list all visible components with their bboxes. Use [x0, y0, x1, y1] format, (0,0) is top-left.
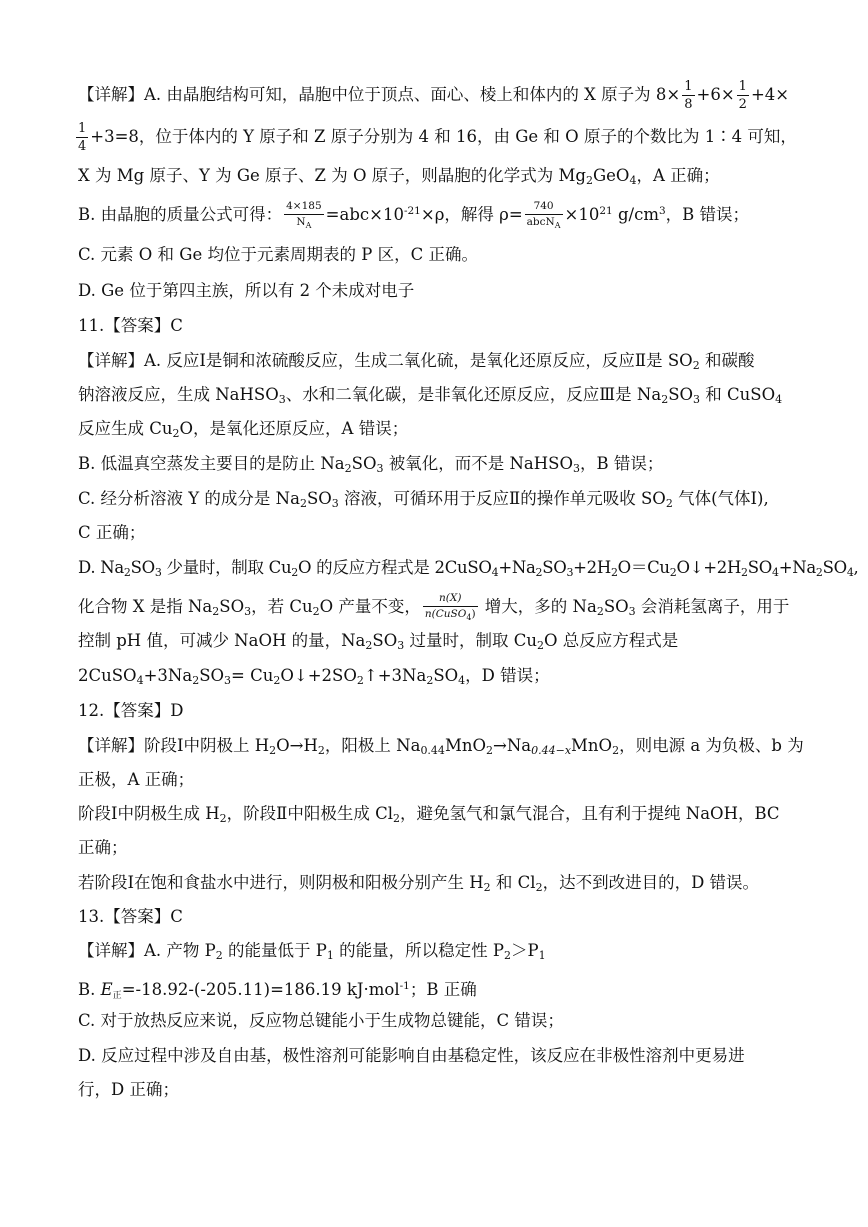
fraction-1-4: [76, 122, 88, 153]
subscript: 2: [483, 881, 491, 894]
text: =-18.92-(-205.11)=186.19 kJ·mol: [121, 980, 400, 999]
text: O 总反应方程式是: [544, 631, 679, 650]
text: O 产量不变，: [319, 596, 421, 616]
subscript: 2: [215, 949, 223, 962]
text: SO: [542, 558, 567, 577]
superscript: 21: [599, 205, 613, 217]
q11-line-4: [78, 453, 798, 480]
numerator: 740: [525, 201, 563, 215]
text: +Na: [498, 558, 536, 577]
text: ，B 错误；: [665, 205, 750, 224]
text: =abc×10: [325, 205, 404, 224]
q10-line-2: [78, 122, 798, 153]
text: +6×: [696, 85, 735, 104]
text: D. Na: [78, 558, 124, 577]
subscript: 3: [572, 462, 580, 475]
subscript: 3: [224, 674, 232, 687]
text: SO: [372, 631, 398, 650]
numerator: 1: [684, 79, 693, 94]
subscript: 2: [665, 497, 673, 510]
subscript: 2: [317, 744, 325, 757]
text: 的能量，所以稳定性 P: [333, 941, 504, 960]
text: 气体(气体Ⅰ),: [672, 489, 769, 508]
text: ↑+3Na: [363, 666, 427, 685]
numerator: 4×185: [284, 201, 324, 215]
text: SO: [306, 489, 332, 508]
subscript: 2: [365, 639, 373, 652]
subscript: 1: [326, 949, 334, 962]
text: abcN: [526, 215, 555, 228]
denominator: [423, 607, 478, 622]
text: O↓+2SO: [280, 666, 357, 685]
q11-line-3: [78, 418, 798, 445]
text: +4×: [750, 85, 790, 104]
text: ，B 错误；: [579, 454, 664, 473]
text: +2H: [573, 558, 611, 577]
subscript: 4: [458, 674, 466, 687]
q11-line-9: [78, 630, 798, 657]
text: X 为 Mg 原子、Y 为 Ge 原子、Z 为 O 原子，则晶胞的化学式为 Mg: [78, 166, 586, 185]
subscript: 2: [692, 359, 700, 372]
q11-line-6: C 正确；: [78, 523, 146, 542]
subscript: 4: [491, 566, 499, 579]
text: 和 Cl: [490, 873, 536, 892]
superscript: 3: [658, 205, 666, 217]
text: 阶段Ⅰ中阴极生成 H: [78, 804, 220, 823]
subscript: 2: [312, 604, 320, 618]
text: SO: [130, 558, 155, 577]
subscript: 2: [535, 566, 543, 579]
text: ，A 正确；: [636, 166, 720, 185]
text: ，阳极上 Na: [324, 736, 421, 755]
subscript: 2: [269, 744, 277, 757]
text: ): [471, 607, 476, 620]
q13-answer: 13.【答案】C: [78, 907, 183, 926]
numerator: n(X): [423, 593, 478, 607]
subscript: 2: [486, 744, 493, 757]
text: SO: [603, 596, 629, 616]
subscript: 0.44−x: [531, 744, 572, 757]
text: ，阶段Ⅱ中阳极生成 Cl: [226, 804, 394, 823]
text: O 的反应方程式是 2CuSO: [298, 558, 492, 577]
text: 的能量低于 P: [222, 941, 327, 960]
q11-line-8: [78, 593, 798, 623]
subscript: 2: [356, 674, 364, 687]
text: 【详解】A. 由晶胞结构可知，晶胞中位于顶点、面心、棱上和体内的 X 原子为 8×: [78, 85, 681, 104]
subscript: 3: [154, 566, 162, 579]
subscript: 3: [628, 604, 636, 618]
fraction-mass: [284, 201, 324, 230]
q11-answer: 11.【答案】C: [78, 316, 183, 335]
text: = Cu: [231, 666, 274, 685]
subscript: 2: [212, 604, 220, 618]
text: B.: [78, 980, 101, 999]
text: O→H: [276, 736, 318, 755]
subscript: 3: [244, 604, 252, 618]
subscript: 2: [815, 566, 823, 579]
text: SO: [433, 666, 459, 685]
text: →Na: [493, 736, 532, 755]
subscript: 2: [741, 566, 748, 579]
numerator: 1: [738, 79, 747, 94]
text: SO: [199, 666, 225, 685]
text: O＝Cu: [617, 558, 670, 577]
q13-line-5: 行，D 正确；: [78, 1080, 179, 1099]
subscript: 2: [344, 462, 352, 475]
denominator: 8: [684, 97, 693, 112]
subscript: 3: [693, 393, 701, 406]
denominator: [284, 215, 324, 230]
text: N: [296, 215, 306, 228]
subscript: 正: [112, 991, 122, 1001]
text: n(CuSO: [424, 607, 467, 620]
text: g/cm: [612, 205, 659, 224]
text: C. 经分析溶液 Y 的成分是 Na: [78, 489, 300, 508]
text: 钠溶液反应，生成 NaHSO: [78, 385, 279, 404]
text: 【详解】A. 产物 P: [78, 941, 216, 960]
text: E: [100, 980, 113, 999]
text: +3Na: [143, 666, 193, 685]
superscript: -21: [403, 205, 421, 217]
text: ＞P: [510, 941, 539, 960]
text: O↓+2H: [676, 558, 742, 577]
text: SO: [822, 558, 847, 577]
text: 若阶段Ⅰ在饱和食盐水中进行，则阴极和阳极分别产生 H: [78, 873, 484, 892]
subscript: 2: [669, 566, 677, 579]
subscript: 2: [503, 949, 511, 962]
q13-line-2: [78, 975, 798, 1007]
q12-line-4: 正确；: [78, 838, 128, 857]
fraction-1-8: [682, 80, 694, 111]
text: ，D 错误；: [465, 666, 550, 685]
text: ，避免氢气和氯气混合，且有利于提纯 NaOH，BC: [400, 804, 780, 823]
text: ；B 正确: [409, 980, 477, 999]
text: B. 低温真空蒸发主要目的是防止 Na: [78, 454, 345, 473]
subscript: 2: [291, 566, 298, 579]
subscript: 2: [219, 812, 227, 825]
subscript: 2: [596, 604, 604, 618]
subscript: 1: [538, 949, 546, 962]
text: +Na: [778, 558, 816, 577]
text: 2CuSO: [78, 666, 137, 685]
subscript: 2: [537, 639, 544, 652]
numerator: 1: [78, 121, 87, 136]
q11-line-10: [78, 665, 798, 692]
text: ，达不到改进目的，D 错误。: [542, 873, 760, 892]
subscript: 2: [426, 674, 434, 687]
text: ，则电源 a 为负极、b 为: [619, 736, 804, 755]
text: ×ρ，解得 ρ=: [420, 205, 523, 224]
subscript: 2: [585, 174, 593, 187]
text: 被氧化，而不是 NaHSO: [383, 454, 573, 473]
text: +3=8，位于体内的 Y 原子和 Z 原子分别为 4 和 16，由 Ge 和 O 原子的个数比为 1∶4 可知，: [90, 127, 797, 146]
subscript: 2: [612, 744, 620, 757]
subscript: A: [305, 220, 312, 230]
text: 、水和二氧化碳，是非氧化还原反应，反应Ⅲ是 Na: [285, 385, 662, 404]
denominator: [525, 215, 563, 230]
q10-line-3: [78, 165, 798, 192]
subscript: 2: [610, 566, 618, 579]
text: MnO: [571, 736, 613, 755]
q12-line-3: [78, 803, 798, 830]
text: 反应生成 Cu: [78, 419, 173, 438]
q10-line-6: D. Ge 位于第四主族，所以有 2 个未成对电子: [78, 281, 415, 300]
fraction-1-2: [737, 80, 749, 111]
q13-line-1: [78, 940, 798, 967]
subscript: A: [554, 220, 561, 230]
subscript: 3: [566, 566, 574, 579]
text: 少量时，制取 Cu: [161, 558, 292, 577]
subscript: 4: [136, 674, 144, 687]
q10-line-1: [78, 80, 798, 111]
subscript: 2: [661, 393, 669, 406]
subscript: 2: [192, 674, 200, 687]
text: 会消耗氢离子，用于: [635, 596, 790, 616]
subscript: 4: [846, 566, 854, 579]
q12-line-2: 正极，A 正确；: [78, 770, 195, 789]
subscript: 4: [775, 393, 783, 406]
text: 溶液，可循环用于反应Ⅱ的操作单元吸收 SO: [338, 489, 666, 508]
fraction-density: [525, 201, 563, 230]
superscript: -1: [399, 980, 410, 992]
text: SO: [219, 596, 245, 616]
subscript: 3: [331, 497, 339, 510]
text: MnO: [444, 736, 486, 755]
text: B. 由晶胞的质量公式可得：: [78, 205, 283, 224]
q11-line-5: [78, 488, 798, 515]
q10-line-4: [78, 200, 798, 230]
subscript: 2: [535, 881, 543, 894]
text: O，是氧化还原反应，A 错误；: [179, 419, 409, 438]
subscript: 2: [123, 566, 131, 579]
denominator: 4: [78, 139, 87, 154]
q11-line-1: [78, 350, 798, 377]
text: SO: [747, 558, 772, 577]
subscript: 2: [299, 497, 307, 510]
subscript: 3: [376, 462, 384, 475]
text: 【详解】阶段Ⅰ中阴极上 H: [78, 736, 270, 755]
fraction-ratio: [423, 593, 478, 622]
q11-line-2: [78, 384, 798, 411]
q11-line-7: [78, 557, 859, 584]
subscript: 2: [172, 427, 180, 440]
text: 过量时，制取 Cu: [404, 631, 537, 650]
q12-line-1: [78, 735, 804, 762]
q10-line-5: C. 元素 O 和 Ge 均位于元素周期表的 P 区，C 正确。: [78, 245, 478, 264]
q13-line-3: C. 对于放热反应来说，反应物总键能小于生成物总键能，C 错误；: [78, 1011, 564, 1030]
subscript: 0.44: [420, 744, 445, 757]
text: ,: [853, 558, 859, 577]
q12-answer: 12.【答案】D: [78, 701, 184, 720]
text: SO: [351, 454, 377, 473]
subscript: 3: [278, 393, 286, 406]
text: 化合物 X 是指 Na: [78, 596, 213, 616]
text: SO: [668, 385, 694, 404]
text: 【详解】A. 反应Ⅰ是铜和浓硫酸反应，生成二氧化硫，是氧化还原反应，反应Ⅱ是 SO: [78, 351, 693, 370]
subscript: 3: [397, 639, 405, 652]
text: 和 CuSO: [700, 385, 776, 404]
subscript: 4: [771, 566, 779, 579]
text: ×10: [564, 205, 600, 224]
text: GeO: [592, 166, 630, 185]
text: ，若 Cu: [251, 596, 313, 616]
subscript: 2: [273, 674, 281, 687]
text: 增大，多的 Na: [479, 596, 597, 616]
text: 控制 pH 值，可减少 NaOH 的量，Na: [78, 631, 366, 650]
denominator: 2: [738, 97, 747, 112]
q12-line-5: [78, 872, 798, 899]
subscript: 4: [466, 612, 472, 622]
text: 和碳酸: [699, 351, 755, 370]
q13-line-4: D. 反应过程中涉及自由基，极性溶剂可能影响自由基稳定性，该反应在非极性溶剂中更易进: [78, 1046, 745, 1065]
subscript: 4: [629, 174, 637, 187]
subscript: 2: [393, 812, 401, 825]
